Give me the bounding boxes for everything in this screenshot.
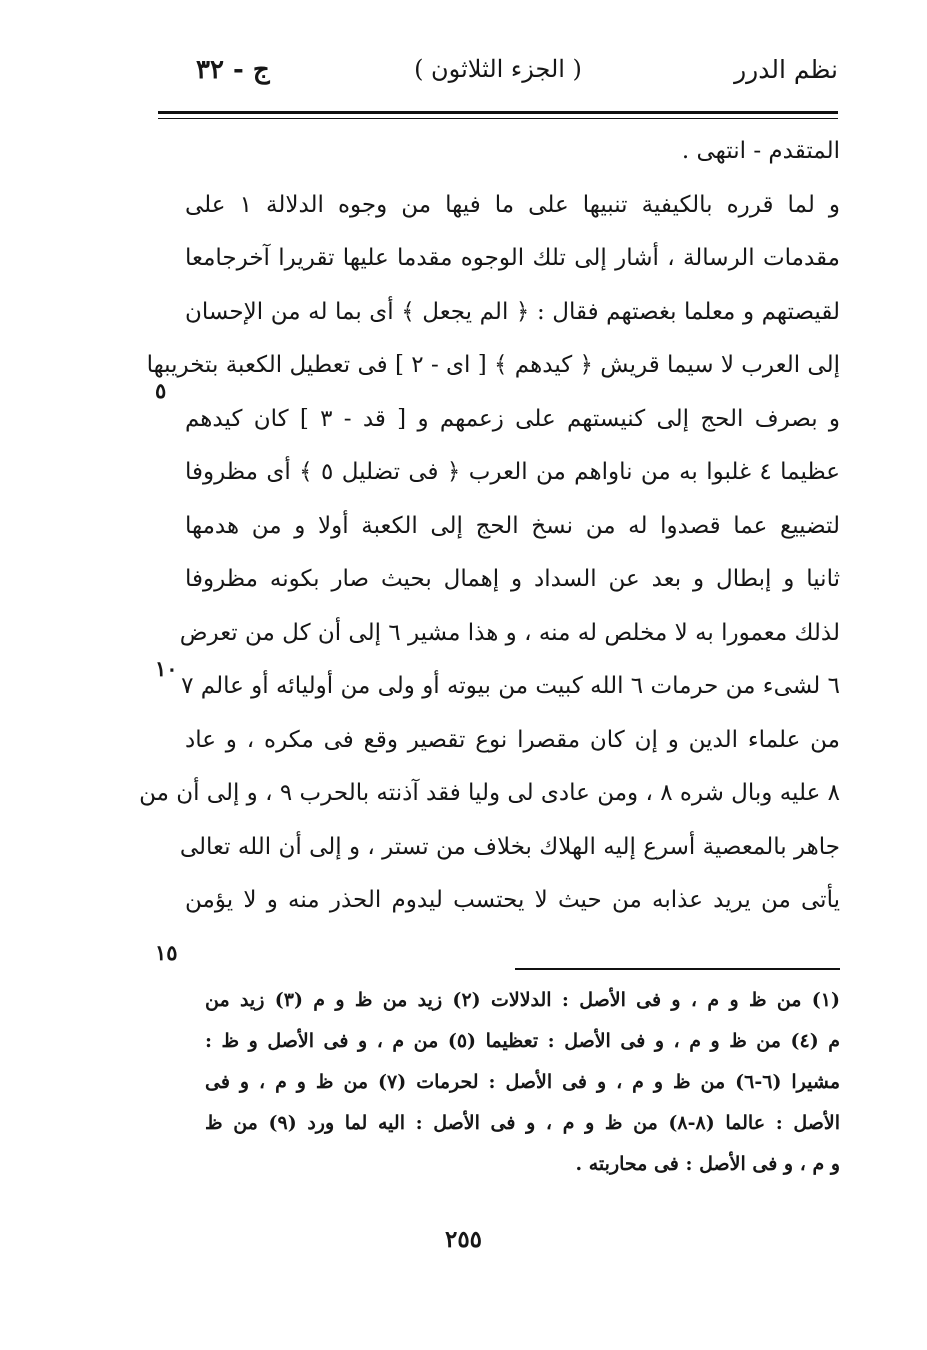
footnote-line: م (٤) من ظ و م ، و فى الأصل : تعظيما (٥) من م ، و فى الأصل و ظ :	[205, 1030, 840, 1052]
line-number-15: ١٥	[155, 940, 178, 965]
footnote-rule	[515, 968, 840, 970]
text-line: مقدمات الرسالة ، أشار إلى تلك الوجوه مقدما عليها تقريرا آخرجامعا	[185, 245, 840, 271]
text-line: ٨ عليه وبال شره ٨ ، ومن عادى لى وليا فقد آذنته بالحرب ٩ ، و إلى أن من	[139, 780, 840, 806]
text-line: إلى العرب لا سيما قريش ﴿ كيدهم ﴾ [ اى - ٢ ] فى تعطيل الكعبة بتخريبها	[146, 352, 840, 378]
running-header	[158, 55, 838, 95]
footnotes	[205, 980, 840, 1185]
text-line: و بصرف الحج إلى كنيستهم على زعمهم و [ قد - ٣ ] كان كيدهم	[185, 405, 841, 432]
text-line: من علماء الدين و إن كان مقصرا نوع تقصير وقع فى مكره ، و عاد	[185, 726, 840, 753]
footnote-line: (١) من ظ و م ، و فى الأصل : الدلالات (٢) زيد من ظ و م (٣) زيد من	[205, 989, 841, 1011]
text-line: يأتى من يريد عذابه من حيث لا يحتسب ليدوم الحذر منه و لا يؤمن	[185, 887, 840, 913]
text-line: لتضييع عما قصدوا له من نسخ الحج إلى الكعبة أولا و من هدمها	[185, 512, 840, 539]
text-line: جاهر بالمعصية أسرع إليه الهلاك بخلاف من تستر ، و إلى أن الله تعالى	[179, 833, 840, 860]
page-number: ٢٥٥	[444, 1226, 483, 1253]
volume-label: ج - ٣٢	[196, 55, 270, 85]
text-line: ثانيا و إبطال و بعد عن السداد و إهمال بحيث صار بكونه مظروفا	[185, 566, 840, 592]
part-label: ( الجزء الثلاثون )	[414, 55, 582, 83]
header-rule-thick	[158, 111, 838, 114]
text-line: لقيصتهم و معلما بغصتهم فقال : ﴿ الم يجعل ﴾ أى بما له من الإحسان	[185, 298, 840, 325]
footnote-line: الأصل : عالما (٨-٨) من ظ و م ، و فى الأصل : اليه لما ورد (٩) من ظ	[205, 1112, 840, 1134]
line-number-5: ٥	[155, 378, 167, 403]
text-line: ٦ لشىء من حرمات ٦ الله كبيت من بيوته أو ولى من أوليائه أو عالم ٧	[181, 673, 840, 699]
header-rule-thin	[158, 118, 838, 119]
text-line: لذلك معمورا به لا مخلص له منه ، و هذا مشير ٦ إلى أن كل من تعرض	[179, 619, 840, 646]
text-line: المتقدم - انتهى .	[681, 138, 840, 164]
footnote-line: و م ، و فى الأصل : فى محاربته .	[575, 1153, 840, 1175]
text-line: عظيما ٤ غلبوا به من ناواهم من العرب ﴿ فى تضليل ٥ ﴾ أى مظروفا	[185, 459, 840, 485]
line-number-10: ١٠	[155, 656, 178, 681]
footnote-line: مشيرا (٦-٦) من ظ و م ، و فى الأصل : لحرمات (٧) من ظ و م ، و فى	[205, 1071, 841, 1093]
text-line: و لما قرره بالكيفية تنبيها على ما فيها من وجوه الدلالة ١ على	[185, 191, 841, 218]
book-title: نظم الدرر	[734, 55, 838, 84]
